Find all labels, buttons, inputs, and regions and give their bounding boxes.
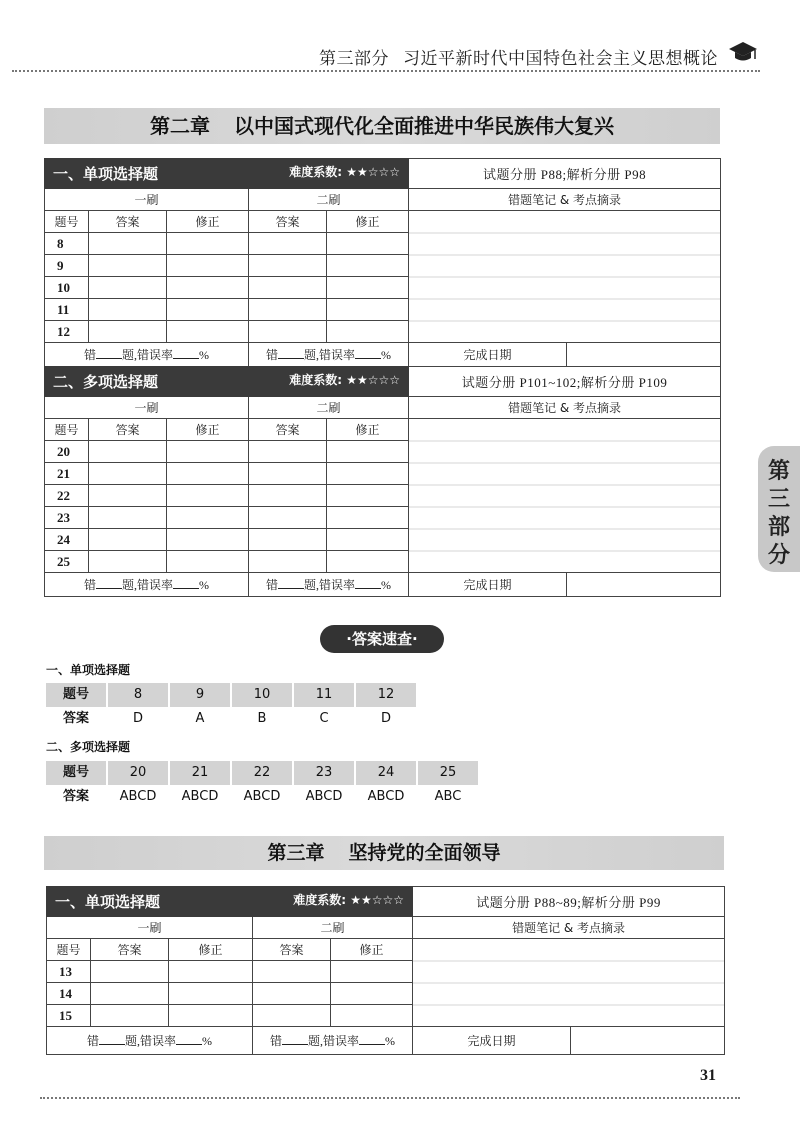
question-number: 20 — [45, 441, 89, 463]
wrong-count-blank[interactable] — [99, 1044, 125, 1045]
error-rate-first — [45, 573, 249, 597]
correction-cell[interactable] — [167, 255, 249, 277]
section-title-bar — [47, 887, 413, 917]
reference-pages: 试题分册 P88;解析分册 P98 — [409, 159, 721, 189]
quick-single-answer-row — [46, 707, 418, 731]
question-number: 24 — [356, 761, 416, 785]
percent-sign: % — [381, 578, 392, 592]
answer-value: ABC — [434, 789, 462, 804]
header-book-title: 习近平新时代中国特色社会主义思想概论 — [403, 49, 718, 69]
first-pass-header: 一刷 — [45, 397, 249, 419]
qnum-header: 题号 — [45, 419, 89, 441]
error-rate-blank[interactable] — [173, 588, 199, 589]
error-label: 错 — [270, 1034, 283, 1048]
answer-cell[interactable] — [91, 1005, 169, 1027]
quick-multi-answer-row — [46, 785, 480, 809]
correction-header: 修正 — [167, 419, 249, 441]
reference-pages: 试题分册 P101~102;解析分册 P109 — [409, 367, 721, 397]
error-rate-blank[interactable] — [355, 588, 381, 589]
answer-value: ABCD — [367, 789, 405, 804]
completion-date-label: 完成日期 — [409, 573, 567, 597]
chapter-3-banner — [44, 836, 724, 870]
side-tab-char: 部 — [767, 515, 790, 540]
correction-header: 修正 — [327, 211, 409, 233]
second-pass-header: 二刷 — [253, 917, 413, 939]
error-label: 错 — [86, 1034, 99, 1048]
correction-cell[interactable] — [327, 299, 409, 321]
question-number: 14 — [47, 983, 91, 1005]
answer-cell[interactable] — [249, 507, 327, 529]
answer-cell[interactable] — [91, 961, 169, 983]
question-number: 9 — [45, 255, 89, 277]
correction-header: 修正 — [331, 939, 413, 961]
correction-cell[interactable] — [327, 551, 409, 573]
correction-cell[interactable] — [167, 441, 249, 463]
qnum-header: 题号 — [47, 939, 91, 961]
side-tab-char: 三 — [767, 487, 790, 512]
table-footer-row — [47, 1027, 725, 1055]
answer-cell[interactable] — [249, 485, 327, 507]
section-title-bar — [45, 367, 409, 397]
quick-multi-grid — [46, 761, 480, 809]
answer-cell[interactable] — [89, 299, 167, 321]
answer-value: B — [257, 711, 267, 726]
completion-date-label: 完成日期 — [413, 1027, 571, 1055]
notes-header: 错题笔记 & 考点摘录 — [409, 189, 721, 211]
correction-cell[interactable] — [167, 277, 249, 299]
correction-cell[interactable] — [327, 233, 409, 255]
side-tab-part-three — [758, 446, 800, 572]
second-pass-header: 二刷 — [249, 397, 409, 419]
error-rate-blank[interactable] — [359, 1044, 385, 1045]
page-header — [0, 0, 800, 74]
notes-area[interactable] — [409, 419, 721, 573]
chapter-2-number: 第二章 — [150, 114, 210, 138]
answer-cell[interactable] — [249, 529, 327, 551]
completion-date-field[interactable] — [567, 343, 721, 367]
correction-cell[interactable] — [167, 529, 249, 551]
question-number: 21 — [45, 463, 89, 485]
answer-cell[interactable] — [249, 277, 327, 299]
answer-cell[interactable] — [89, 277, 167, 299]
error-label: 题,错误率 — [122, 578, 174, 592]
correction-cell[interactable] — [327, 485, 409, 507]
error-label: 题,错误率 — [304, 348, 356, 362]
side-tab-char: 第 — [767, 459, 790, 484]
question-number: 13 — [47, 961, 91, 983]
question-number: 12 — [45, 321, 89, 343]
answer-cell[interactable] — [91, 983, 169, 1005]
answer-cell[interactable] — [253, 1005, 331, 1027]
question-number: 20 — [108, 761, 168, 785]
correction-cell[interactable] — [331, 1005, 413, 1027]
correction-cell[interactable] — [331, 961, 413, 983]
table-footer-row — [45, 343, 721, 367]
correction-header: 修正 — [169, 939, 253, 961]
answer-cell[interactable] — [249, 463, 327, 485]
first-pass-header: 一刷 — [45, 189, 249, 211]
question-number: 12 — [356, 683, 416, 707]
chapter-3-single-choice-table — [46, 886, 725, 1055]
error-rate-blank[interactable] — [176, 1044, 202, 1045]
header-divider — [12, 70, 760, 72]
chapter-2-banner — [44, 108, 720, 144]
answer-value: C — [319, 711, 329, 726]
completion-date-field[interactable] — [567, 573, 721, 597]
error-label: 错 — [83, 578, 96, 592]
answer-header: 答案 — [253, 939, 331, 961]
correction-cell[interactable] — [327, 441, 409, 463]
question-number: 10 — [45, 277, 89, 299]
answer-header: 答案 — [91, 939, 169, 961]
section-title: 二、多项选择题 — [53, 373, 159, 391]
row-label: 题号 — [46, 683, 106, 707]
row-label: 题号 — [46, 761, 106, 785]
correction-header: 修正 — [327, 419, 409, 441]
error-label: 题,错误率 — [122, 348, 174, 362]
percent-sign: % — [385, 1034, 396, 1048]
answer-value: ABCD — [181, 789, 219, 804]
question-number: 22 — [232, 761, 292, 785]
side-tab-char: 分 — [767, 543, 790, 568]
completion-date-field[interactable] — [571, 1027, 725, 1055]
correction-cell[interactable] — [167, 321, 249, 343]
answer-cell[interactable] — [249, 233, 327, 255]
correction-cell[interactable] — [167, 233, 249, 255]
answer-cell[interactable] — [89, 255, 167, 277]
percent-sign: % — [202, 1034, 213, 1048]
correction-cell[interactable] — [327, 255, 409, 277]
quick-single-grid — [46, 683, 418, 731]
page-number: 31 — [700, 1067, 716, 1084]
correction-cell[interactable] — [169, 983, 253, 1005]
header-text — [319, 44, 718, 69]
question-number: 11 — [45, 299, 89, 321]
answer-cell[interactable] — [89, 529, 167, 551]
difficulty-rating: 难度系数: ★★☆☆☆ — [293, 893, 405, 907]
chapter-2-multi-choice-table — [44, 366, 721, 597]
correction-cell[interactable] — [327, 321, 409, 343]
graduation-cap-icon — [728, 40, 758, 64]
answer-header: 答案 — [249, 211, 327, 233]
answer-value: ABCD — [119, 789, 157, 804]
error-rate-second — [249, 573, 409, 597]
correction-header: 修正 — [167, 211, 249, 233]
section-title: 一、单项选择题 — [55, 893, 161, 911]
error-rate-first — [45, 343, 249, 367]
question-number: 25 — [418, 761, 478, 785]
error-label: 题,错误率 — [308, 1034, 360, 1048]
correction-cell[interactable] — [327, 507, 409, 529]
quick-multi-question-row — [46, 761, 480, 785]
correction-cell[interactable] — [167, 551, 249, 573]
answer-header: 答案 — [89, 211, 167, 233]
completion-date-label: 完成日期 — [409, 343, 567, 367]
chapter-2-single-choice-table — [44, 158, 721, 367]
error-rate-blank[interactable] — [173, 358, 199, 359]
chapter-3-title: 坚持党的全面领导 — [348, 842, 501, 864]
section-title: 一、单项选择题 — [53, 165, 159, 183]
answer-cell[interactable] — [89, 485, 167, 507]
correction-cell[interactable] — [167, 485, 249, 507]
answer-cell[interactable] — [249, 299, 327, 321]
answer-header: 答案 — [89, 419, 167, 441]
answer-cell[interactable] — [89, 551, 167, 573]
answer-cell[interactable] — [89, 441, 167, 463]
wrong-count-blank[interactable] — [96, 588, 122, 589]
table-footer-row — [45, 573, 721, 597]
question-number: 23 — [45, 507, 89, 529]
answer-value: A — [195, 711, 205, 726]
answer-quick-check-badge: ·答案速查· — [320, 625, 444, 653]
answer-cell[interactable] — [249, 551, 327, 573]
wrong-count-blank[interactable] — [278, 588, 304, 589]
row-label: 答案 — [62, 789, 89, 804]
error-rate-second — [249, 343, 409, 367]
correction-cell[interactable] — [327, 463, 409, 485]
first-pass-header: 一刷 — [47, 917, 253, 939]
question-number: 11 — [294, 683, 354, 707]
error-rate-blank[interactable] — [355, 358, 381, 359]
notes-header: 错题笔记 & 考点摘录 — [413, 917, 725, 939]
error-rate-second — [253, 1027, 413, 1055]
notes-area[interactable] — [409, 211, 721, 343]
question-number: 8 — [108, 683, 168, 707]
wrong-count-blank[interactable] — [96, 358, 122, 359]
question-number: 8 — [45, 233, 89, 255]
error-label: 错 — [266, 348, 279, 362]
correction-cell[interactable] — [327, 277, 409, 299]
answer-header: 答案 — [249, 419, 327, 441]
correction-cell[interactable] — [167, 463, 249, 485]
question-number: 15 — [47, 1005, 91, 1027]
answer-cell[interactable] — [89, 463, 167, 485]
difficulty-rating: 难度系数: ★★☆☆☆ — [289, 165, 401, 179]
section-title-bar — [45, 159, 409, 189]
answer-value: D — [380, 711, 391, 726]
qnum-header: 题号 — [45, 211, 89, 233]
answer-cell[interactable] — [89, 233, 167, 255]
error-label: 错 — [83, 348, 96, 362]
answer-cell[interactable] — [89, 321, 167, 343]
chapter-3-number: 第三章 — [267, 842, 325, 864]
question-number: 21 — [170, 761, 230, 785]
wrong-count-blank[interactable] — [282, 1044, 308, 1045]
answer-value: ABCD — [243, 789, 281, 804]
difficulty-rating: 难度系数: ★★☆☆☆ — [289, 373, 401, 387]
header-part: 第三部分 — [319, 49, 389, 69]
answer-cell[interactable] — [249, 321, 327, 343]
footer-divider — [40, 1097, 740, 1099]
quick-single-title: 一、单项选择题 — [46, 663, 131, 677]
question-number: 25 — [45, 551, 89, 573]
percent-sign: % — [381, 348, 392, 362]
percent-sign: % — [199, 578, 210, 592]
question-number: 10 — [232, 683, 292, 707]
error-rate-first — [47, 1027, 253, 1055]
notes-header: 错题笔记 & 考点摘录 — [409, 397, 721, 419]
row-label: 答案 — [62, 711, 89, 726]
answer-cell[interactable] — [253, 961, 331, 983]
question-number: 9 — [170, 683, 230, 707]
error-label: 错 — [266, 578, 279, 592]
answer-value: ABCD — [305, 789, 343, 804]
correction-cell[interactable] — [167, 507, 249, 529]
answer-cell[interactable] — [89, 507, 167, 529]
error-label: 题,错误率 — [304, 578, 356, 592]
quick-multi-title: 二、多项选择题 — [46, 740, 131, 754]
correction-cell[interactable] — [327, 529, 409, 551]
answer-cell[interactable] — [249, 255, 327, 277]
question-number: 22 — [45, 485, 89, 507]
question-number: 24 — [45, 529, 89, 551]
correction-cell[interactable] — [169, 961, 253, 983]
answer-value: D — [132, 711, 143, 726]
wrong-count-blank[interactable] — [278, 358, 304, 359]
answer-cell[interactable] — [253, 983, 331, 1005]
correction-cell[interactable] — [331, 983, 413, 1005]
answer-cell[interactable] — [249, 441, 327, 463]
correction-cell[interactable] — [169, 1005, 253, 1027]
quick-single-question-row — [46, 683, 418, 707]
chapter-2-title: 以中国式现代化全面推进中华民族伟大复兴 — [234, 114, 614, 138]
correction-cell[interactable] — [167, 299, 249, 321]
second-pass-header: 二刷 — [249, 189, 409, 211]
notes-area[interactable] — [413, 939, 725, 1027]
percent-sign: % — [199, 348, 210, 362]
question-number: 23 — [294, 761, 354, 785]
error-label: 题,错误率 — [125, 1034, 177, 1048]
reference-pages: 试题分册 P88~89;解析分册 P99 — [413, 887, 725, 917]
